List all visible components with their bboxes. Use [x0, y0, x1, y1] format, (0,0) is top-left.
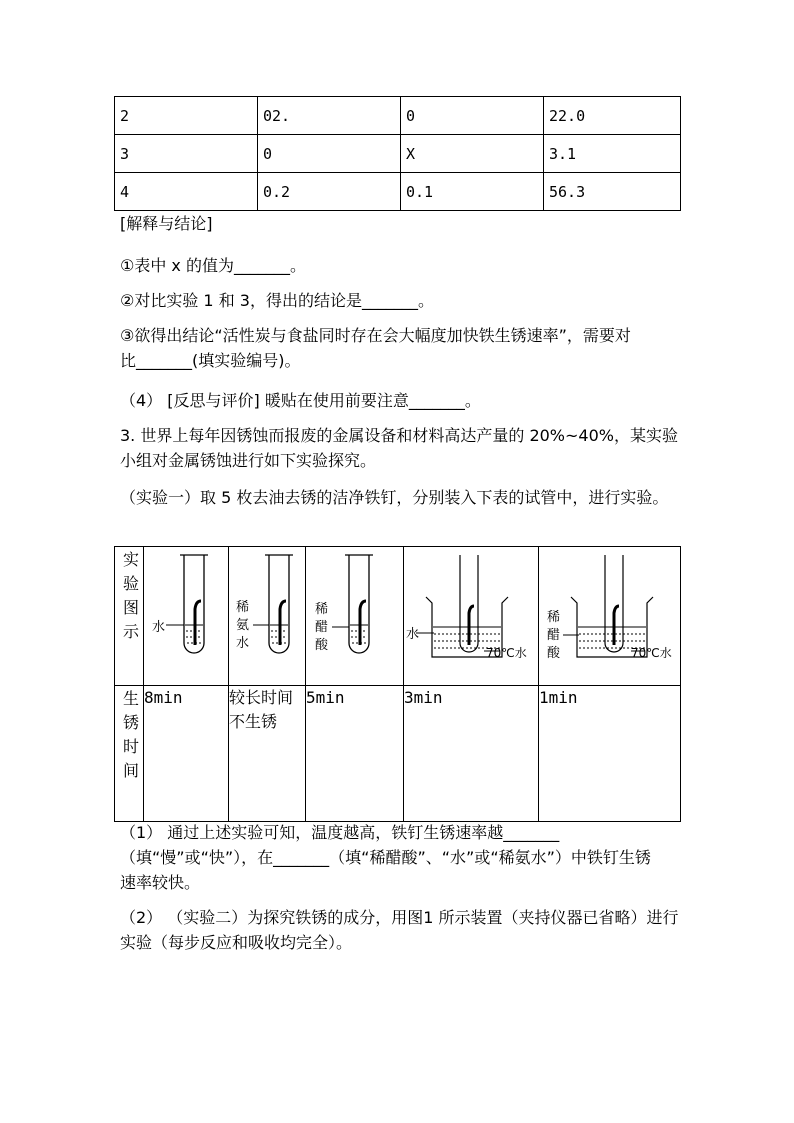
label-acetic-1: 稀 [547, 610, 561, 625]
table-row [115, 686, 681, 822]
table-cell: 56.3 [544, 173, 681, 211]
label-acetic-3: 酸 [315, 638, 329, 653]
label-water: 水 [406, 627, 420, 642]
label-acetic-1: 稀 [315, 602, 329, 617]
experiment-1-text: （实验一）取 5 枚去油去锈的洁净铁钉，分别装入下表的试管中，进行实验。 [120, 488, 669, 507]
table-cell: X [401, 135, 544, 173]
table-cell: 0.2 [258, 173, 401, 211]
table-cell: 3.1 [544, 135, 681, 173]
question-4: （4） [反思与评价] 暖贴在使用前要注意_______。 [120, 391, 481, 410]
label-ammonia-1: 稀 [236, 600, 250, 615]
table-cell: 2 [115, 97, 258, 135]
table-row [115, 135, 681, 173]
table-row [115, 97, 681, 135]
data-table [114, 96, 681, 211]
label-acetic-2: 醋 [315, 620, 329, 635]
beaker-hot-water-diagram [404, 547, 538, 681]
rust-time: 8min [144, 686, 229, 822]
row-header: 生锈时间 [115, 686, 144, 822]
table-row [115, 547, 681, 686]
rust-time: 3min [404, 686, 539, 822]
table-cell: 3 [115, 135, 258, 173]
table-cell: 02. [258, 97, 401, 135]
rust-time: 较长时间不生锈 [229, 686, 306, 822]
diagram-cell [404, 547, 539, 686]
label-ammonia-2: 氨 [236, 618, 250, 633]
beaker-acetic-hot-diagram [539, 547, 680, 681]
label-acetic-2: 醋 [547, 628, 561, 643]
experiment-table [114, 546, 681, 822]
question-2: （2） （实验二）为探究铁锈的成分，用图1 所示装置（夹持仪器已省略）进行实验（每步反应和吸收均完全）。 [120, 908, 679, 952]
label-hot-water: 70℃水 [631, 646, 672, 660]
label-water: 水 [152, 620, 166, 635]
table-cell: 0 [258, 135, 401, 173]
label-acetic-3: 酸 [547, 646, 561, 661]
diagram-cell [229, 547, 306, 686]
row-header: 实验图示 [115, 547, 144, 686]
rust-time: 5min [306, 686, 404, 822]
table-cell: 4 [115, 173, 258, 211]
label-ammonia-3: 水 [236, 636, 250, 651]
table-cell: 22.0 [544, 97, 681, 135]
question-1: ①表中 x 的值为_______。 [120, 256, 306, 275]
section-heading: [解释与结论] [120, 214, 213, 233]
label-hot-water: 70℃水 [486, 646, 527, 660]
table-row [115, 173, 681, 211]
problem-3-intro: 3. 世界上每年因锈蚀而报废的金属设备和材料高达产量的 20%~40%，某实验小组对金属锈蚀进行如下实验探究。 [120, 426, 678, 470]
diagram-cell [306, 547, 404, 686]
question-1: （1） 通过上述实验可知，温度越高，铁钉生锈速率越_______（填“慢”或“快”），在_______（填“稀醋酸”、“水”或“稀氨水”）中铁钉生锈速率较快。 [120, 823, 651, 892]
diagram-cell [144, 547, 229, 686]
test-tube-water-diagram [144, 547, 228, 681]
rust-time: 1min [539, 686, 681, 822]
table-cell: 0 [401, 97, 544, 135]
diagram-cell [539, 547, 681, 686]
test-tube-ammonia-diagram [229, 547, 305, 681]
test-tube-acetic-diagram [306, 547, 403, 681]
table-cell: 0.1 [401, 173, 544, 211]
question-2: ②对比实验 1 和 3，得出的结论是_______。 [120, 291, 434, 310]
question-3: ③欲得出结论“活性炭与食盐同时存在会大幅度加快铁生锈速率”，需要对比_______(填实验编号)。 [120, 326, 631, 370]
